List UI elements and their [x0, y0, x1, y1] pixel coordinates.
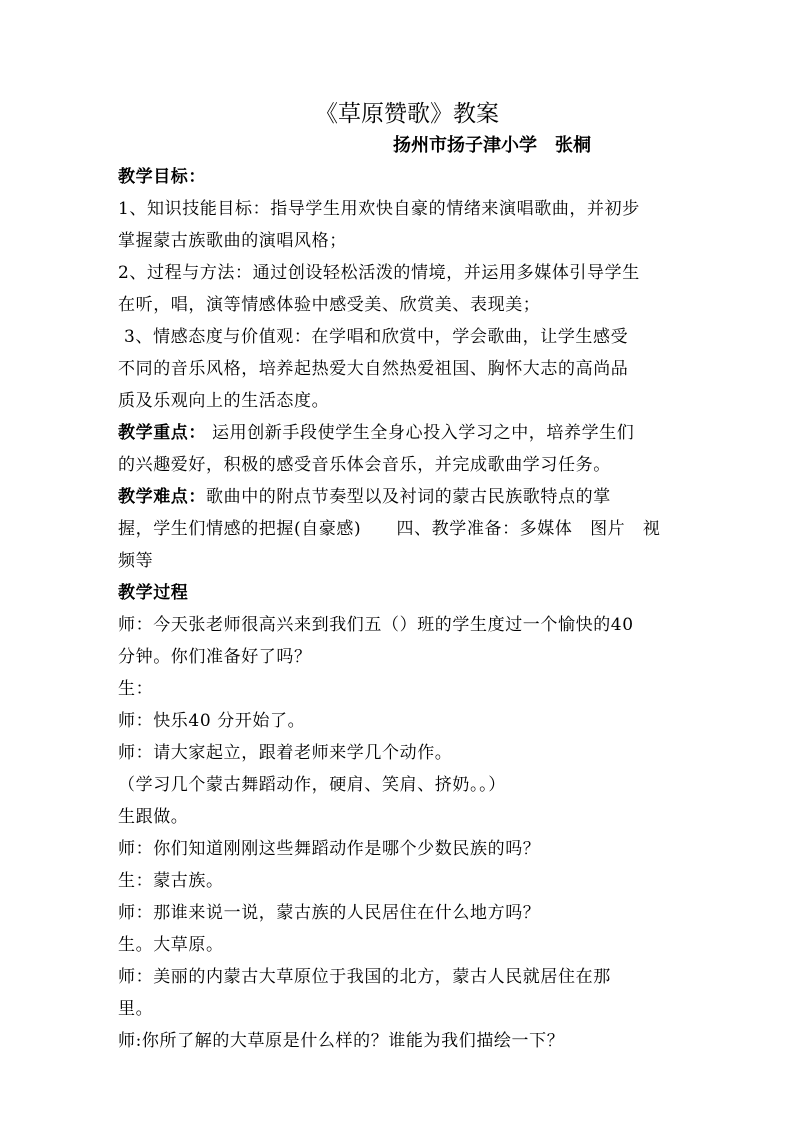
dialogue-line: 师：今天张老师很高兴来到我们五（）班的学生度过一个愉快的40 — [118, 615, 634, 635]
dialogue-line: 师：你们知道刚刚这些舞蹈动作是哪个少数民族的吗？ — [118, 839, 541, 859]
dialogue-line: 师：那谁来说一说，蒙古族的人民居住在什么地方吗？ — [118, 903, 541, 923]
dialogue-line: 师：快乐40 分开始了。 — [118, 711, 306, 731]
key-points-text: 运用创新手段使学生全身心投入学习之中，培养学生们 — [206, 423, 635, 443]
objective-2-line-1: 2、过程与方法：通过创设轻松活泼的情境，并运用多媒体引导学生 — [118, 263, 640, 283]
dialogue-line: 分钟。你们准备好了吗？ — [118, 647, 312, 667]
difficulties-text: 歌曲中的附点节奏型以及衬词的蒙古民族歌特点的掌 — [206, 487, 611, 507]
objective-3-line-3: 质及乐观向上的生活态度。 — [118, 391, 330, 411]
dialogue-line: 生：蒙古族。 — [118, 871, 224, 891]
objective-3-line-1: 3、情感态度与价值观：在学唱和欣赏中，学会歌曲，让学生感受 — [118, 327, 629, 347]
objective-2-line-2: 在听，唱，演等情感体验中感受美、欣赏美、表现美； — [118, 295, 541, 315]
difficulties-label: 教学难点： — [118, 487, 206, 507]
dialogue-line: 师：请大家起立，跟着老师来学几个动作。 — [118, 743, 453, 763]
objective-3-line-2: 不同的音乐风格，培养起热爱大自然热爱祖国、胸怀大志的高尚品 — [118, 359, 629, 379]
dialogue-line: 里。 — [118, 999, 154, 1019]
difficulties-line-2: 握，学生们情感的把握(自豪感) 四、教学准备：多媒体 图片 视 — [118, 519, 661, 539]
process-heading: 教学过程 — [118, 583, 189, 603]
dialogue-line: 师:你所了解的大草原是什么样的？谁能为我们描绘一下？ — [118, 1031, 565, 1051]
objectives-heading: 教学目标： — [118, 167, 206, 187]
key-points-paragraph — [118, 421, 634, 445]
dialogue-line: 师：美丽的内蒙古大草原位于我国的北方，蒙古人民就居住在那 — [118, 967, 611, 987]
difficulties-paragraph — [118, 485, 611, 509]
objective-1-line-1: 1、知识技能目标：指导学生用欢快自豪的情绪来演唱歌曲，并初步 — [118, 199, 640, 219]
difficulties-line-3: 频等 — [118, 551, 154, 571]
dialogue-line: 生。大草原。 — [118, 935, 224, 955]
key-points-line-2: 的兴趣爱好，积极的感受音乐体会音乐，并完成歌曲学习任务。 — [118, 455, 611, 475]
author-line: 扬州市扬子津小学 张桐 — [393, 135, 591, 156]
dialogue-line: （学习几个蒙古舞蹈动作，硬肩、笑肩、挤奶。。） — [118, 775, 506, 795]
dialogue-line: 生： — [118, 679, 154, 699]
key-points-label: 教学重点： — [118, 423, 206, 443]
dialogue-line: 生跟做。 — [118, 807, 189, 827]
document-title: 《草原赞歌》教案 — [315, 101, 499, 127]
objective-1-line-2: 掌握蒙古族歌曲的演唱风格； — [118, 231, 347, 251]
